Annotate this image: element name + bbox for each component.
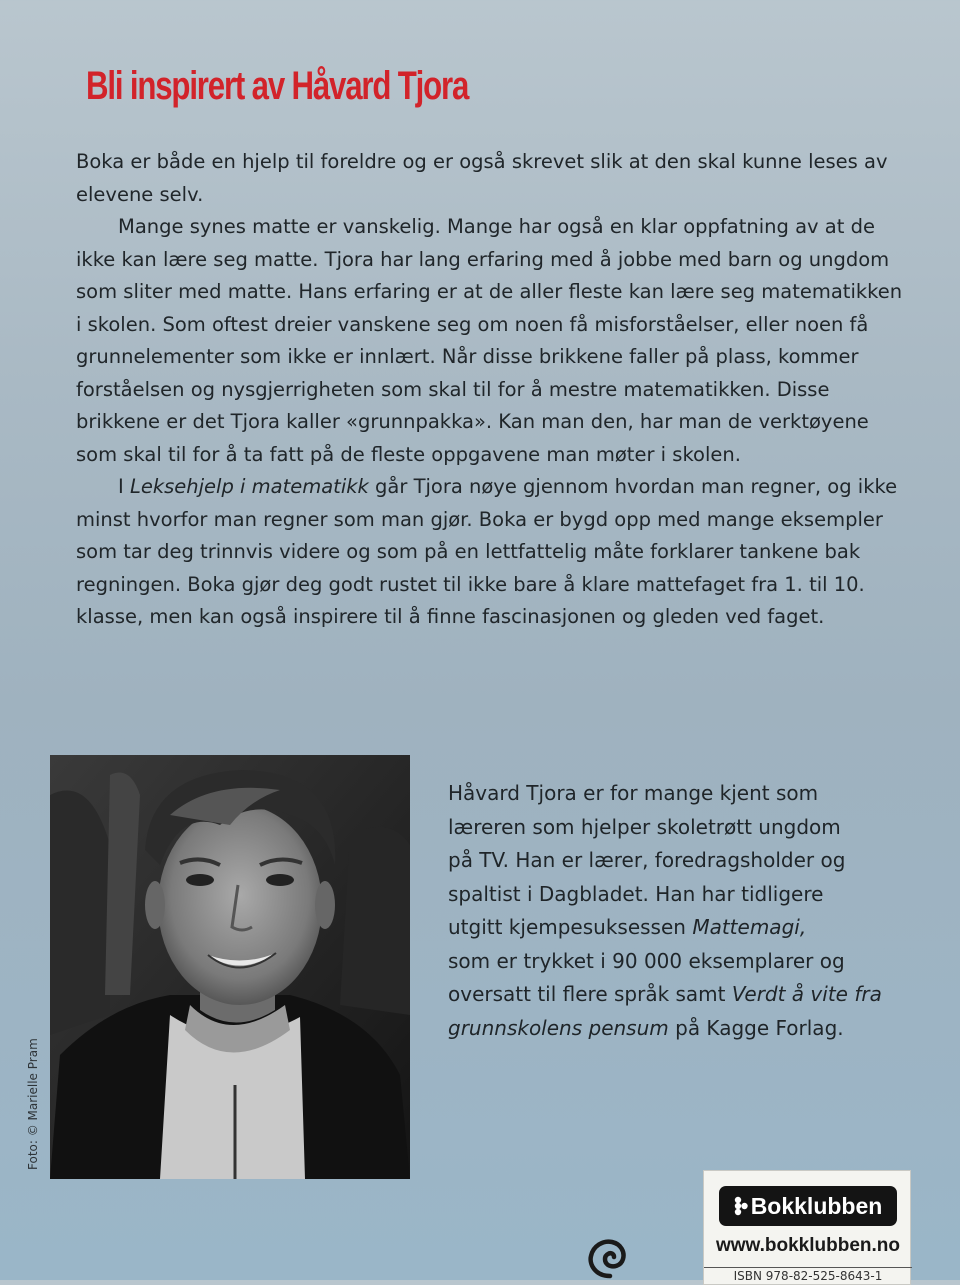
author-bio — [448, 777, 898, 1045]
author-photo — [50, 755, 410, 1179]
paragraph-3-prefix: I — [118, 475, 130, 498]
bio-line — [448, 1012, 898, 1046]
photo-credit: Foto: © Marielle Pram — [26, 1038, 40, 1170]
bio-line: på TV. Han er lærer, foredragsholder og — [448, 848, 846, 872]
bio-book-title: Verdt å vite fra — [731, 982, 882, 1006]
bio-line-text: oversatt til flere språk samt — [448, 982, 732, 1006]
bio-line: spaltist i Dagbladet. Han har tidligere — [448, 881, 824, 906]
bokklubben-badge — [719, 1186, 897, 1226]
bio-line — [448, 978, 898, 1012]
bio-book-title: grunnskolens pensum — [448, 1015, 669, 1040]
bio-line-text: utgitt kjempesuksessen — [448, 915, 693, 939]
bokklubben-url: www.bokklubben.no — [715, 1235, 901, 1256]
bio-book-title: Mattemagi, — [692, 915, 807, 939]
bio-line: læreren som hjelper skoletrøtt ungdom — [448, 814, 841, 839]
paragraph-3-rest: går Tjora nøye gjennom hvordan man regner, og ikke minst hvorfor man regner som man gjør. Boka er bygd opp med mange eksempler som tar deg trinnvis videre og som på en lettfattelig måte forklarer tankene bak regningen. Boka gjør deg godt rustet til ikke bare å klare mattefaget fra 1. til 10. klasse, men kan også inspirere til å finne fascinasjonen og gleden ved faget. — [76, 475, 898, 628]
book-title: Leksehjelp i matematikk — [129, 475, 369, 498]
description-text — [76, 146, 906, 634]
publisher-spiral-icon — [585, 1232, 635, 1280]
paragraph-1: Boka er både en hjelp til foreldre og er også skrevet slik at den skal kunne leses av elevene selv. — [76, 150, 888, 206]
bio-line: som er trykket i 90 000 eksemplarer og — [448, 948, 845, 973]
paragraph-2: Mange synes matte er vanskelig. Mange har også en klar oppfatning av at de ikke kan lære seg matte. Tjora har lang erfaring med å jobbe med barn og ungdom som sliter med matte. Hans erfaring er at de aller fleste kan lære seg matematikken i skolen. Som oftest dreier vanskene seg om noen få misforståelser, eller noen få grunnelementer som ikke er innlært. Når disse brikkene faller på plass, kommer forståelsen og nysgjerrigheten som skal til for å mestre matematikken. Disse brikkene er det Tjora kaller «grunnpakka». Kan man den, har man de verktøyene som skal til for å ta fatt på de fleste oppgavene man møter i skolen. — [76, 215, 903, 466]
bokklubben-brand: Bokklubben — [750, 1192, 883, 1219]
bio-line — [448, 911, 898, 945]
paragraph-3 — [76, 471, 906, 634]
bokklubben-logo-icon — [734, 1196, 748, 1216]
bio-line: Håvard Tjora er for mange kjent som — [448, 781, 819, 805]
isbn-number: ISBN 978-82-525-8643-1 — [704, 1267, 912, 1283]
bio-line-text: på Kagge Forlag. — [668, 1015, 844, 1040]
bokklubben-sticker — [703, 1170, 911, 1285]
headline: Bli inspirert av Håvard Tjora — [86, 64, 469, 108]
